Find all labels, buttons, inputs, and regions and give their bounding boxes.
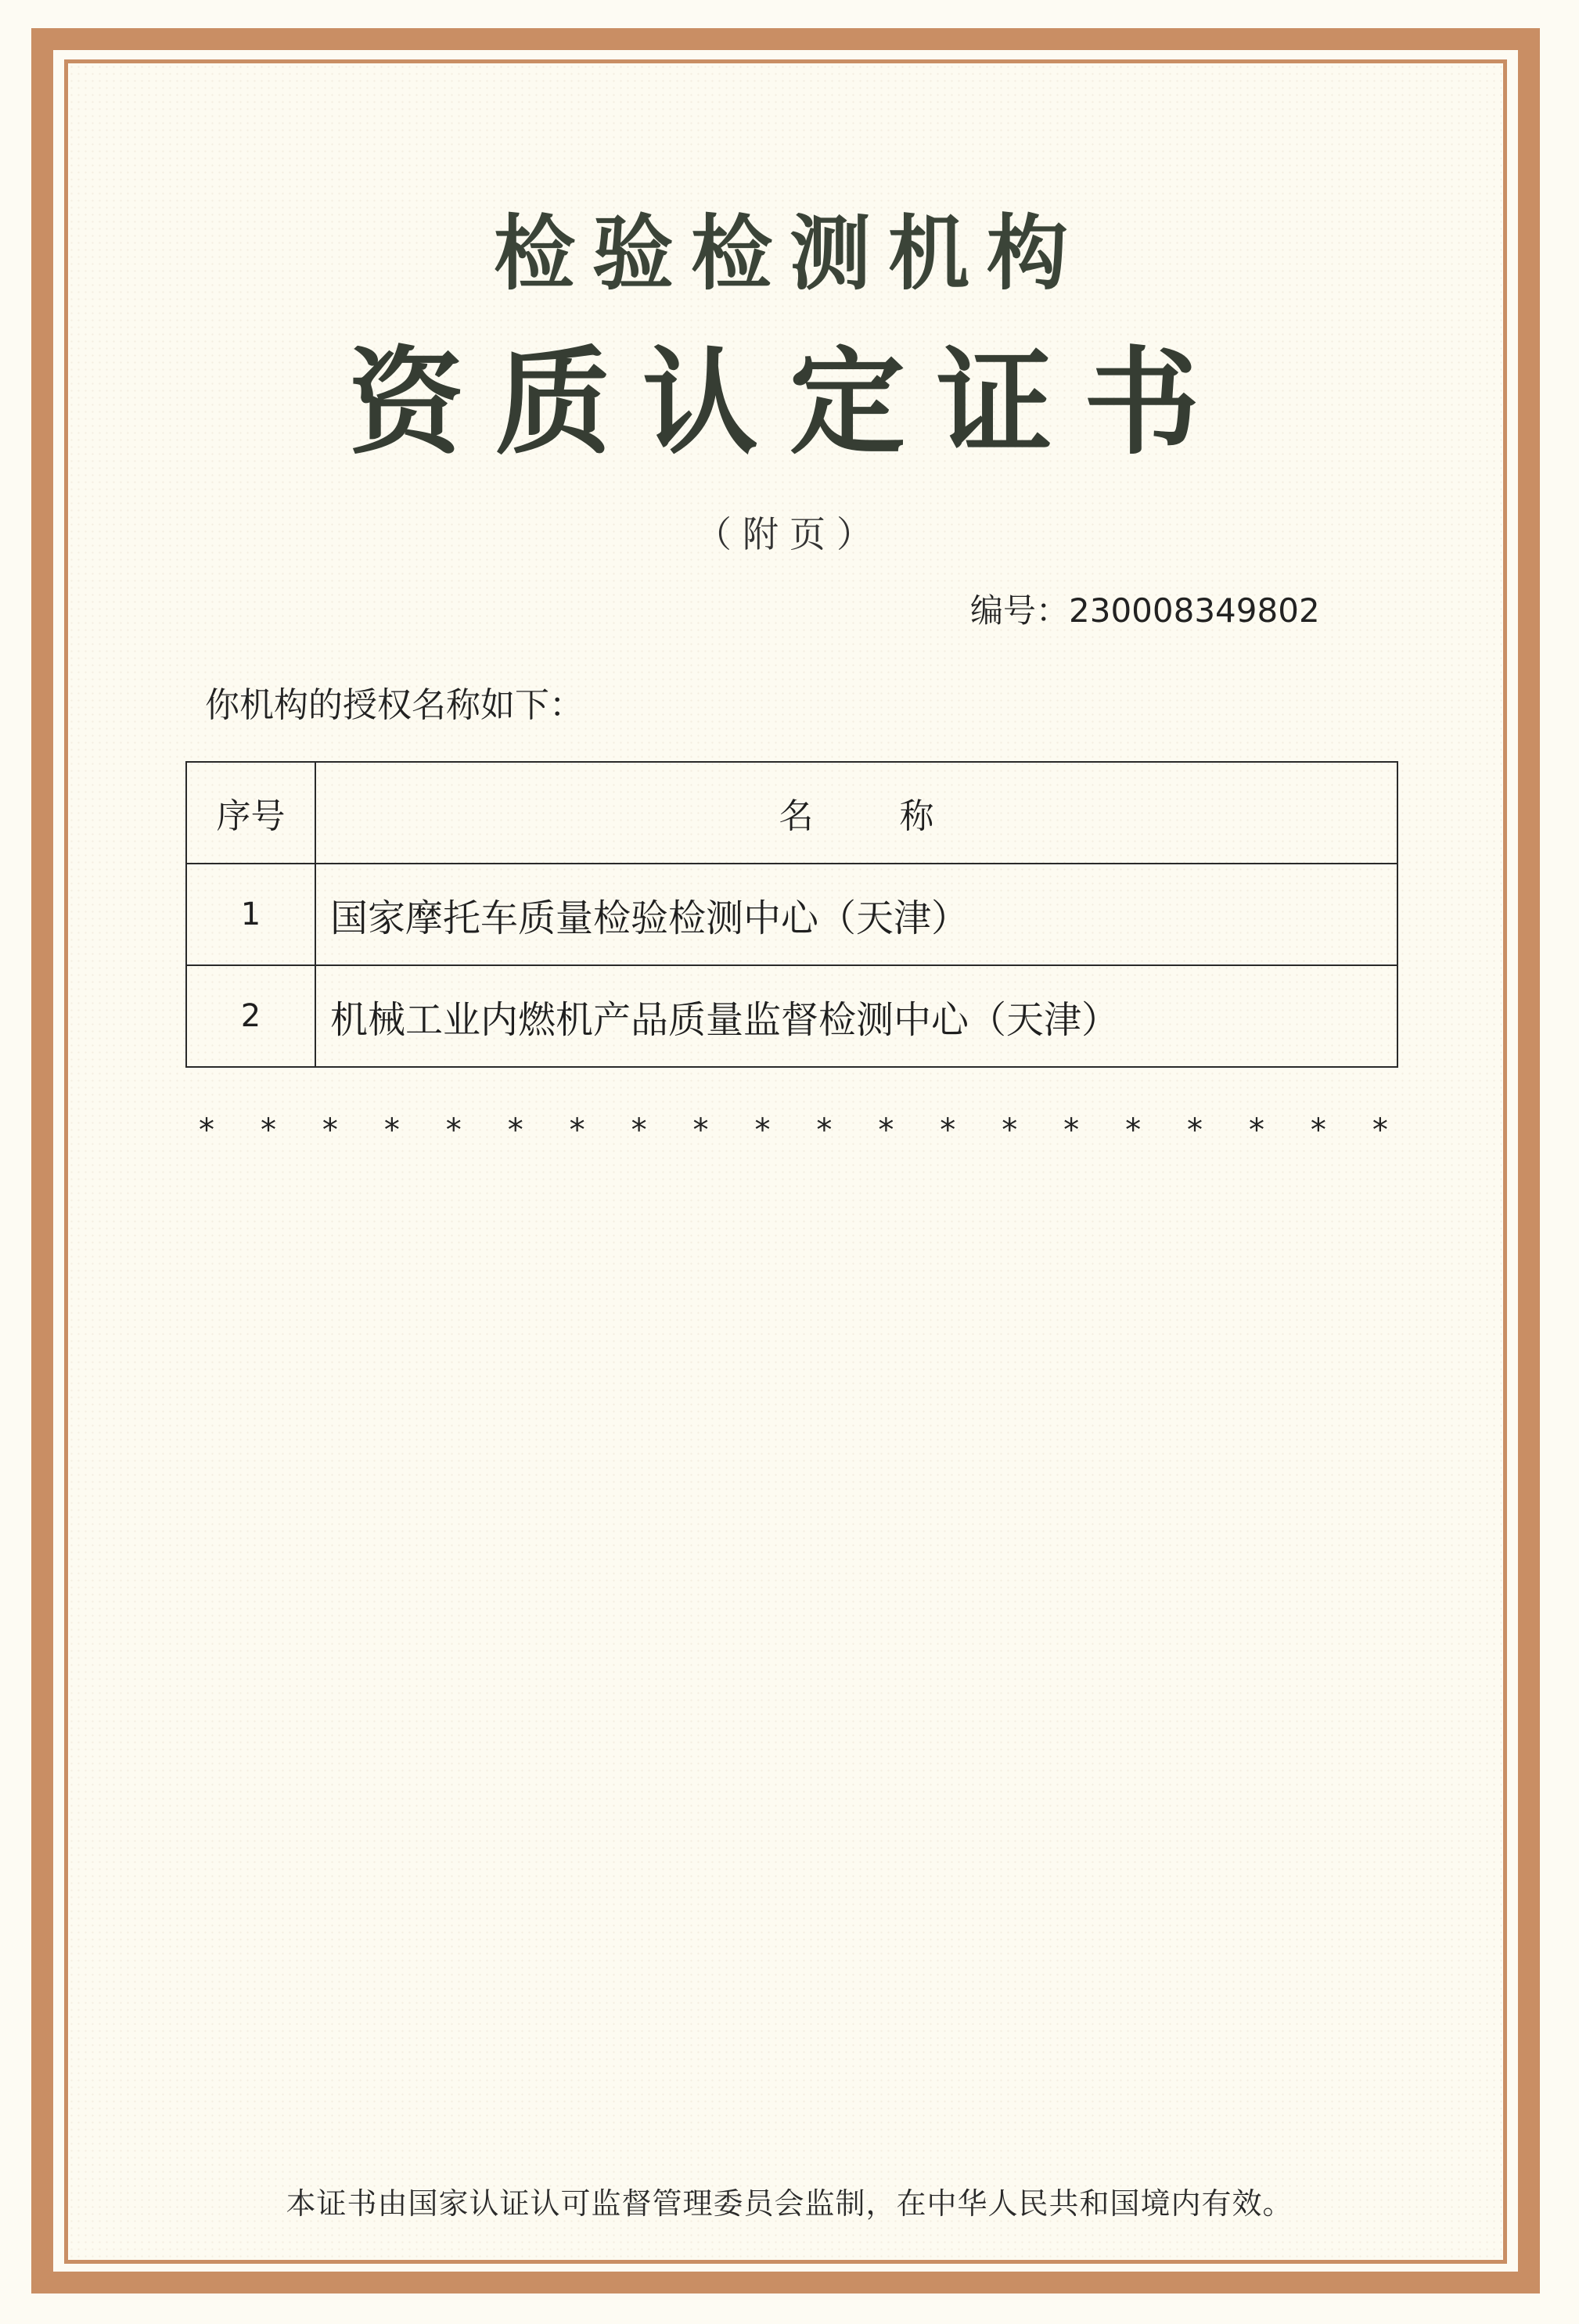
separator-star: *: [631, 1112, 647, 1148]
row-name: 国家摩托车质量检验检测中心（天津）: [315, 864, 1397, 965]
separator-star: *: [1063, 1112, 1080, 1148]
separator-star: *: [1125, 1112, 1142, 1148]
separator-star: *: [383, 1112, 400, 1148]
separator-star: *: [1310, 1112, 1326, 1148]
certificate-number: 编号：230008349802: [970, 591, 1320, 630]
separator-star: *: [199, 1112, 214, 1148]
separator-star: *: [260, 1112, 276, 1148]
separator-star: *: [569, 1112, 585, 1148]
table-row: [186, 864, 1397, 965]
table-row: [186, 965, 1397, 1067]
subtitle: （附页）: [696, 513, 883, 555]
title-line-2: 资质认定证书: [348, 334, 1231, 470]
separator-star: *: [878, 1112, 894, 1148]
separator-star: *: [1187, 1112, 1203, 1148]
separator-star: *: [507, 1112, 523, 1148]
separator-star: *: [1248, 1112, 1264, 1148]
separator-star: *: [1002, 1112, 1018, 1148]
row-seq: 2: [186, 965, 315, 1067]
separator-star: *: [940, 1112, 956, 1148]
table-header-row: [186, 762, 1397, 864]
intro-text: 你机构的授权名称如下：: [205, 685, 584, 725]
separator-star: *: [816, 1112, 833, 1148]
header-name: 名称: [315, 762, 1397, 864]
footer-note: 本证书由国家认证认可监督管理委员会监制，在中华人民共和国境内有效。: [286, 2186, 1293, 2221]
separator-star: *: [445, 1112, 462, 1148]
separator-star: *: [1372, 1112, 1388, 1148]
authorization-table: [185, 761, 1398, 1068]
separator-star: *: [692, 1112, 709, 1148]
separator-star: *: [322, 1112, 338, 1148]
header-seq: 序号: [186, 762, 315, 864]
separator-star: *: [754, 1112, 771, 1148]
title-line-1: 检验检测机构: [493, 205, 1085, 301]
star-separator: [199, 1112, 1388, 1148]
row-name: 机械工业内燃机产品质量监督检测中心（天津）: [315, 965, 1397, 1067]
row-seq: 1: [186, 864, 315, 965]
